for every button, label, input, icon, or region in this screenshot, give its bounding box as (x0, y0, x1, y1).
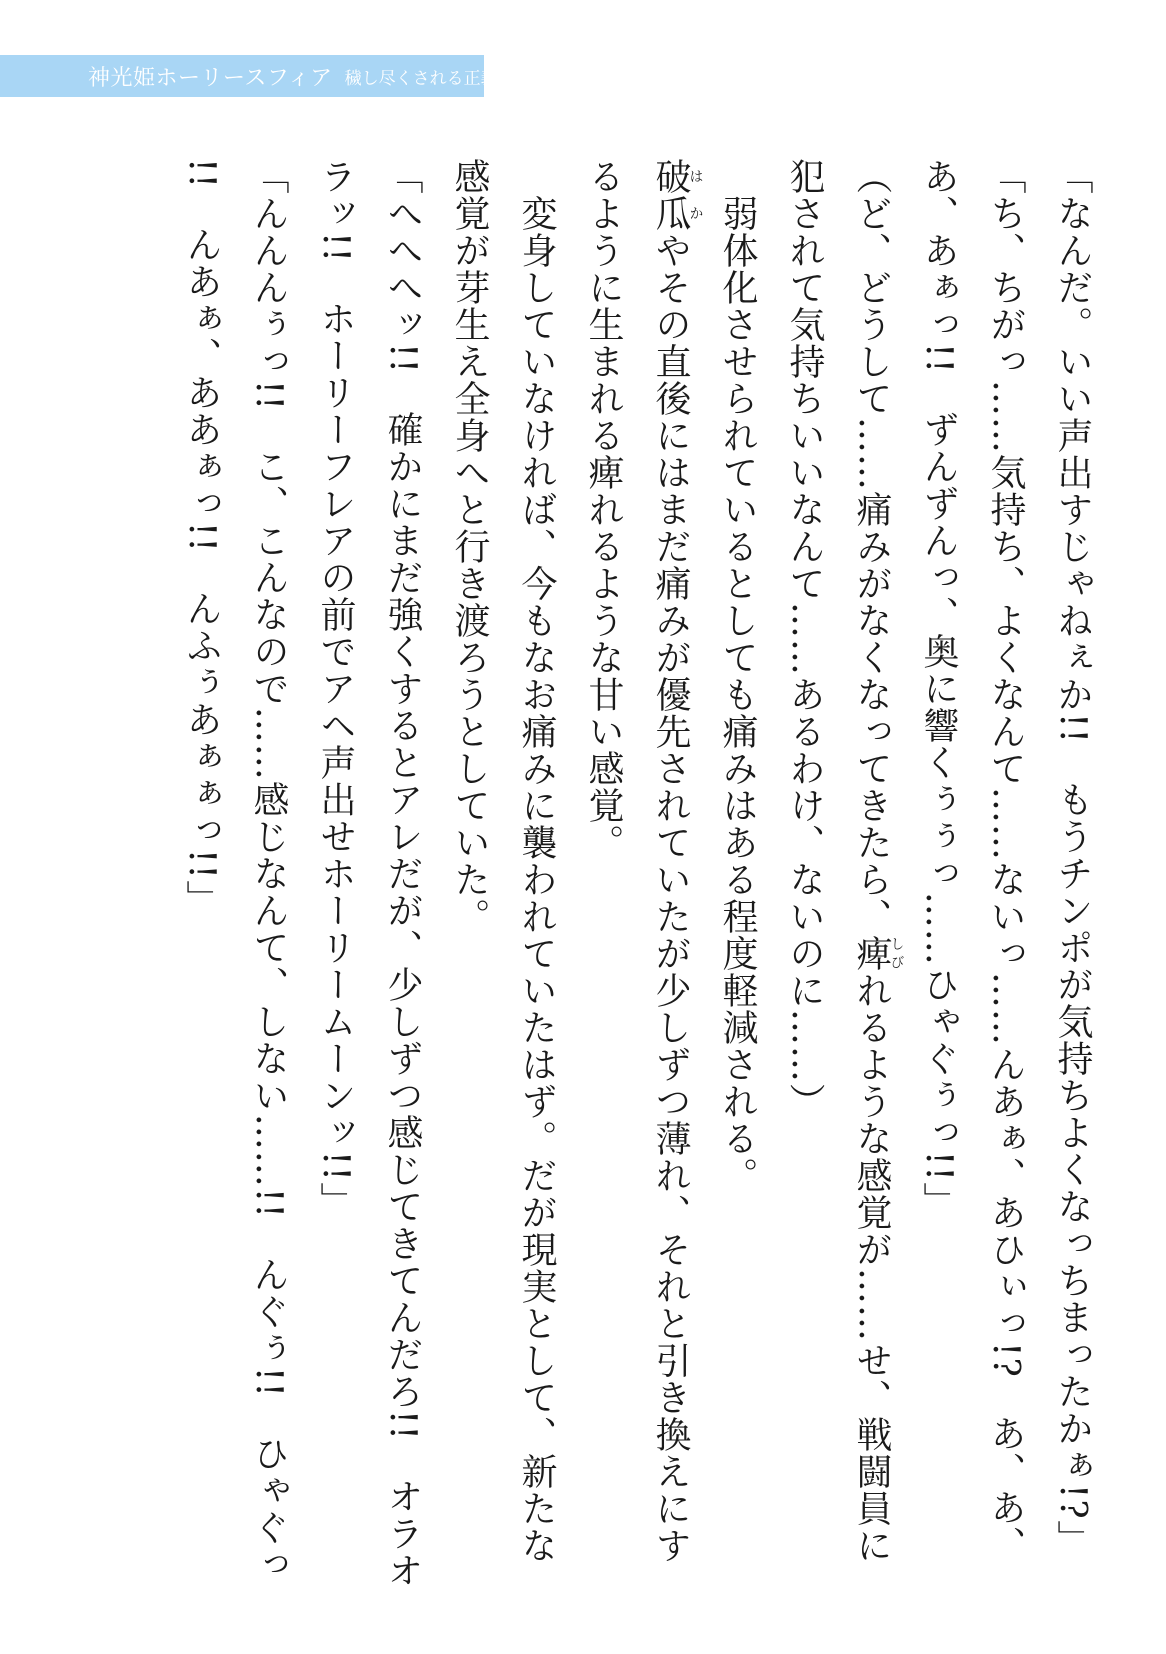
paragraph-6: 変身していなければ、今もなお痛みに襲われていたはず。だが現実として、新たな感覚が芽生え全身へと行き渡ろうとしていた。 (449, 158, 557, 1564)
book-subtitle: 穢し尽くされる正義 (344, 68, 498, 89)
paragraph-5-text: やその直後にはまだ痛みが優先されていたが少しずつ薄れ、それと引き換えにするように生まれる痺れるような甘い感覚。 (583, 158, 691, 1564)
ruby-haka (650, 158, 704, 232)
paragraph-2: 「ち、ちがっ……気持ち、よくなんて……ないっ……んあぁ、あひぃっ!? あ、あ、あ、あぁっ!! ずんずんっ、奥に響くぅぅっ……ひゃぐぅっ!!」 (918, 158, 1026, 1563)
paragraph-7: 「へへへッ!! 確かにまだ強くするとアレだが、少しずつ感じてきてんだろ!! オラオラッ!! ホーリーフレアの前でアヘ声出せホーリームーンッ!!」 (315, 158, 423, 1589)
paragraph-3-part-a: （ど、どうして……痛みがなくなってきたら、 (851, 158, 892, 935)
paragraph-1: 「なんだ。いい声出すじゃねぇか!! もうチンポが気持ちよくなっちまったかぁ!?」 (1052, 158, 1093, 1557)
vertical-body-text (168, 158, 1106, 1598)
paragraph-3 (771, 158, 905, 1598)
paragraph-8: 「んんんぅっ!! こ、こんなので……感じなんて、しない……!! んぐぅ!! ひゃぐっ!! んあぁ、ああぁっ!! んふぅあぁぁっ!!」 (181, 158, 289, 1583)
ruby-haka-reading: はか (687, 158, 704, 232)
ruby-shibi-reading: しび (888, 935, 905, 972)
book-title: 神光姫ホーリースフィア (88, 65, 333, 91)
ruby-shibi-base: 痺 (851, 935, 892, 972)
paragraph-3-part-b: れるような感覚が……せ、戦闘員に犯されて気持ちいいなんて……あるわけ、ないのに……） (784, 158, 892, 1564)
paragraph-4: 弱体化させられているとしても痛みはある程度軽減される。 (717, 158, 758, 1194)
chapter-header-band (0, 55, 498, 97)
paragraph-5 (570, 158, 704, 1598)
ruby-haka-base: 破瓜 (650, 158, 691, 232)
ruby-shibi (851, 935, 905, 972)
